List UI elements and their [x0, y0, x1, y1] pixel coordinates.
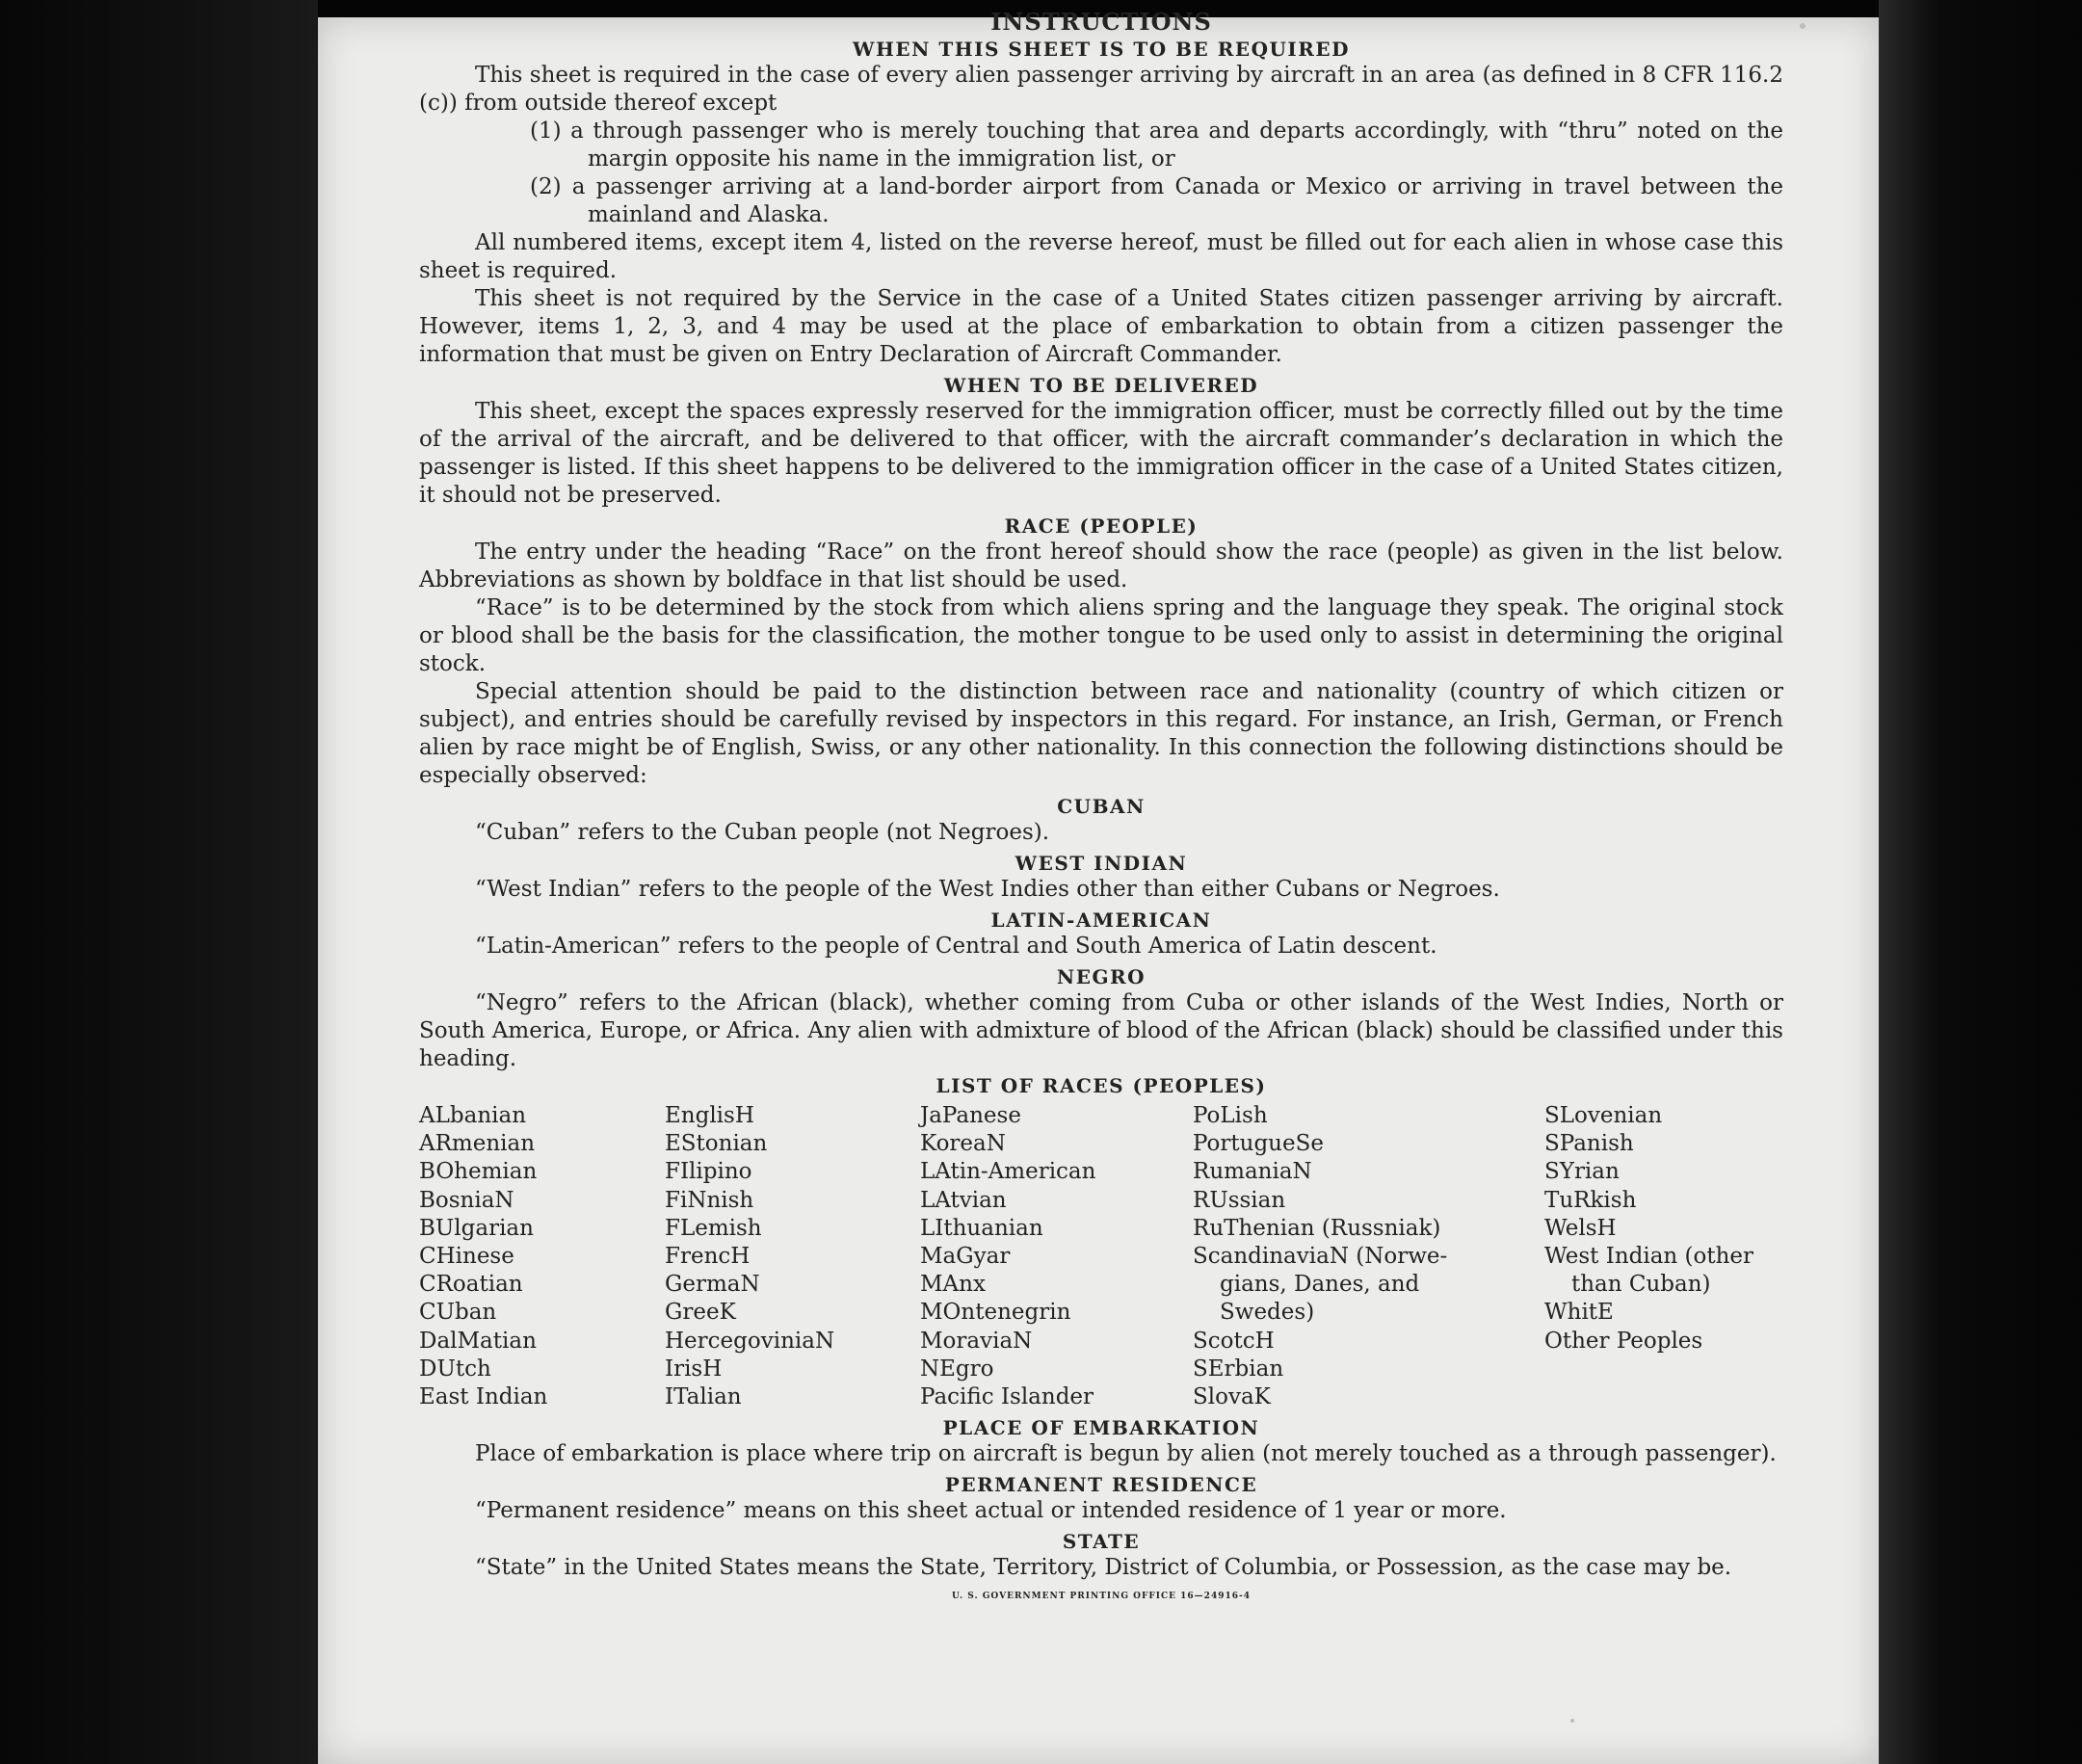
race-entry: DalMatian [419, 1328, 537, 1354]
race-entry: LAtin-American [920, 1159, 1096, 1185]
race-entry: FLemish [665, 1215, 762, 1241]
race-entry: Swedes) [1220, 1300, 1315, 1326]
printer-imprint: U. S. GOVERNMENT PRINTING OFFICE 16—24916-4 [952, 1592, 1251, 1602]
race-entry: WelsH [1544, 1215, 1617, 1241]
paragraph: Place of embarkation is place where trip on aircraft is begun by alien (not merely touched as a through passenger). [475, 1441, 1777, 1467]
paragraph: The entry under the heading “Race” on the front hereof should show the race (people) as given in the list below. Abbreviations as shown by boldface in that list should be used. [419, 540, 1783, 592]
race-entry: LIthuanian [920, 1215, 1043, 1241]
document-page [318, 8, 1879, 1764]
list-item: (1) a through passenger who is merely touching that area and departs accordingly, with “thru” noted on the margin opposite his name in the immigration list, or [530, 118, 1783, 171]
list-item: (2) a passenger arriving at a land-border airport from Canada or Mexico or arriving in travel between the mainland and Alaska. [530, 174, 1783, 227]
heading-permanent-residence: PERMANENT RESIDENCE [944, 1473, 1258, 1497]
paragraph: This sheet is not required by the Service in the case of a United States citizen passenger arriving by aircraft. However, items 1, 2, 3, and 4 may be used at the place of embarkation to obtain from a citizen passenger the information that must be given on Entry Declaration of Aircraft Commander. [419, 286, 1783, 367]
race-entry: EStonian [665, 1131, 768, 1157]
races-column [1193, 1102, 1544, 1411]
heading-cuban: CUBAN [1057, 795, 1146, 818]
race-entry: EnglisH [665, 1103, 754, 1128]
heading-when-required: WHEN THIS SHEET IS TO BE REQUIRED [853, 38, 1350, 61]
race-entry: BOhemian [419, 1159, 538, 1185]
heading-list-of-races: LIST OF RACES (PEOPLES) [936, 1074, 1267, 1097]
paragraph: This sheet, except the spaces expressly reserved for the immigration officer, must be correctly filled out by the time of the arrival of the aircraft, and be delivered to that officer, with the aircraft commander’s declaration in which the passenger is listed. If this sheet happens to be delivered to the immigration officer in the case of a United States citizen, it should not be preserved. [419, 399, 1783, 508]
race-entry: GreeK [665, 1300, 736, 1326]
dust-speck [1570, 1719, 1574, 1723]
heading-race: RACE (PEOPLE) [1004, 514, 1199, 538]
race-entry: BosniaN [419, 1187, 514, 1213]
races-list [419, 1102, 1783, 1411]
heading-state: STATE [1062, 1530, 1141, 1554]
races-column [920, 1102, 1193, 1411]
race-entry: IrisH [665, 1356, 723, 1382]
race-entry: HercegoviniaN [665, 1328, 835, 1354]
paragraph: “State” in the United States means the State, Territory, District of Columbia, or Possession, as the case may be. [475, 1555, 1732, 1581]
race-entry: BUlgarian [419, 1215, 534, 1241]
race-entry: Other Peoples [1544, 1328, 1703, 1354]
race-entry: SPanish [1544, 1131, 1634, 1157]
race-entry: FrencH [665, 1244, 751, 1270]
races-column [1544, 1102, 1783, 1411]
race-entry: CUban [419, 1300, 497, 1326]
race-entry: SlovaK [1193, 1384, 1271, 1410]
race-entry: SYrian [1544, 1159, 1620, 1185]
race-entry: ITalian [665, 1384, 742, 1410]
race-entry: MoraviaN [920, 1328, 1033, 1354]
heading-when-delivered: WHEN TO BE DELIVERED [943, 374, 1259, 397]
race-entry: WhitE [1544, 1300, 1614, 1326]
race-entry: JaPanese [920, 1103, 1021, 1128]
races-column [665, 1102, 920, 1411]
race-entry: SErbian [1193, 1356, 1284, 1382]
race-entry: TuRkish [1544, 1187, 1637, 1213]
dust-speck [1800, 23, 1805, 29]
race-entry: East Indian [419, 1384, 548, 1410]
paragraph: This sheet is required in the case of every alien passenger arriving by aircraft in an area (as defined in 8 CFR 116.2 (c)) from outside thereof except [419, 63, 1783, 116]
race-entry: RumaniaN [1193, 1159, 1312, 1185]
race-entry: FIlipino [665, 1159, 752, 1185]
race-entry: MOntenegrin [920, 1300, 1071, 1326]
race-entry: MaGyar [920, 1244, 1011, 1270]
paragraph: “Cuban” refers to the Cuban people (not Negroes). [475, 820, 1050, 845]
race-entry: CRoatian [419, 1272, 523, 1298]
film-edge-right [1879, 0, 2082, 1764]
race-entry: RUssian [1193, 1187, 1286, 1213]
document-title: INSTRUCTIONS [990, 8, 1212, 36]
race-entry: PortugueSe [1193, 1131, 1324, 1157]
race-entry: ALbanian [419, 1103, 527, 1128]
paragraph: “Race” is to be determined by the stock from which aliens spring and the language they speak. The original stock or blood shall be the basis for the classification, the mother tongue to be used only to assist in determining the original stock. [419, 595, 1783, 676]
race-entry: MAnx [920, 1272, 986, 1298]
race-entry: NEgro [920, 1356, 994, 1382]
heading-latin-american: LATIN-AMERICAN [990, 908, 1212, 932]
paragraph: All numbered items, except item 4, listed on the reverse hereof, must be filled out for each alien in whose case this sheet is required. [419, 230, 1783, 283]
race-entry: ScotcH [1193, 1328, 1275, 1354]
race-entry: LAtvian [920, 1187, 1007, 1213]
race-entry: ARmenian [419, 1131, 536, 1157]
races-column [419, 1102, 665, 1411]
heading-negro: NEGRO [1056, 965, 1146, 988]
race-entry: DUtch [419, 1356, 491, 1382]
race-entry: Pacific Islander [920, 1384, 1094, 1410]
heading-west-indian: WEST INDIAN [1015, 852, 1188, 875]
film-edge-left [0, 0, 318, 1764]
paragraph: “Permanent residence” means on this sheet actual or intended residence of 1 year or more. [475, 1498, 1507, 1524]
race-entry: CHinese [419, 1244, 514, 1270]
race-entry: KoreaN [920, 1131, 1006, 1157]
paragraph: “Latin-American” refers to the people of Central and South America of Latin descent. [475, 934, 1437, 959]
race-entry: gians, Danes, and [1220, 1272, 1420, 1298]
race-entry: PoLish [1193, 1103, 1268, 1128]
race-entry: RuThenian (Russniak) [1193, 1215, 1441, 1241]
race-entry: ScandinaviaN (Norwe- [1193, 1244, 1448, 1270]
paragraph: Special attention should be paid to the distinction between race and nationality (country of which citizen or subject), and entries should be carefully revised by inspectors in this regard. For instance, an Irish, German, or French alien by race might be of English, Swiss, or any other nationality. In this connection the following distinctions should be especially observed: [419, 679, 1783, 788]
heading-embarkation: PLACE OF EMBARKATION [942, 1416, 1260, 1440]
paragraph: “Negro” refers to the African (black), whether coming from Cuba or other islands of the West Indies, North or South America, Europe, or Africa. Any alien with admixture of blood of the African (black) should be classified under this heading. [419, 990, 1783, 1071]
race-entry: than Cuban) [1571, 1272, 1711, 1298]
document-content [419, 8, 1783, 1602]
race-entry: GermaN [665, 1272, 760, 1298]
paragraph: “West Indian” refers to the people of the West Indies other than either Cubans or Negroes. [475, 877, 1500, 902]
race-entry: SLovenian [1544, 1103, 1663, 1128]
race-entry: FiNnish [665, 1187, 754, 1213]
race-entry: West Indian (other [1544, 1244, 1754, 1270]
